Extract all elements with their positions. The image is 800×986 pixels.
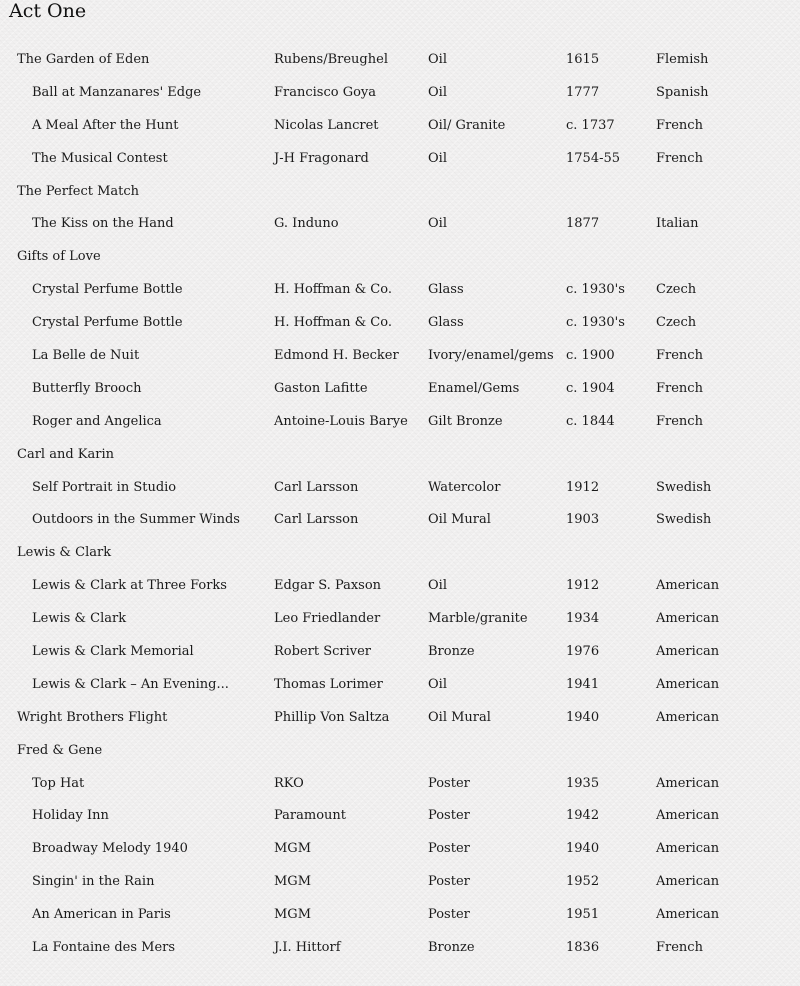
entry-year: c. 1900 <box>566 348 615 364</box>
entry-medium: Gilt Bronze <box>428 413 503 429</box>
catalog-section-row <box>0 241 800 274</box>
entry-title: The Musical Contest <box>32 150 168 166</box>
entry-artist: MGM <box>274 874 312 890</box>
catalog-entry <box>0 274 800 307</box>
entry-title: Lewis & Clark <box>32 611 127 627</box>
catalog-section-row <box>0 537 800 570</box>
entry-origin: Czech <box>656 282 697 298</box>
entry-year: c. 1930's <box>566 282 625 298</box>
entry-origin: American <box>656 874 720 890</box>
entry-year: 1912 <box>566 578 600 594</box>
entry-artist: Carl Larsson <box>274 479 359 495</box>
catalog-entry <box>0 603 800 636</box>
entry-year: 1615 <box>566 52 600 67</box>
entry-title: The Perfect Match <box>17 183 140 199</box>
catalog-entry <box>0 866 800 899</box>
catalog-entry <box>0 373 800 406</box>
entry-artist: Antoine-Louis Barye <box>274 413 408 429</box>
entry-title: Broadway Melody 1940 <box>32 841 188 857</box>
catalog-entry <box>0 833 800 866</box>
entry-artist: MGM <box>274 907 312 923</box>
entry-title: Holiday Inn <box>32 808 109 824</box>
entry-artist: MGM <box>274 841 312 857</box>
entry-year: 1940 <box>566 709 600 725</box>
entry-artist: Leo Friedlander <box>274 611 381 627</box>
catalog-entry <box>0 800 800 833</box>
catalog-entry <box>0 932 800 965</box>
entry-origin: French <box>656 413 703 429</box>
entry-medium: Poster <box>428 841 470 857</box>
entry-year: 1940 <box>566 841 600 857</box>
entry-title: An American in Paris <box>32 907 171 923</box>
entry-origin: Italian <box>656 216 699 232</box>
entry-artist: Nicolas Lancret <box>274 117 379 133</box>
catalog-entry <box>0 504 800 537</box>
entry-year: 1952 <box>566 874 600 890</box>
entry-medium: Glass <box>428 315 464 331</box>
catalog-entry <box>0 110 800 143</box>
entry-origin: French <box>656 380 703 396</box>
entry-artist: G. Induno <box>274 216 339 232</box>
entry-medium: Watercolor <box>428 479 501 495</box>
entry-medium: Poster <box>428 808 470 824</box>
entry-year: c. 1930's <box>566 315 625 331</box>
catalog-section-row <box>0 176 800 209</box>
entry-artist: J.I. Hittorf <box>274 940 341 956</box>
entry-title: Butterfly Brooch <box>32 380 142 396</box>
entry-year: 1976 <box>566 644 600 660</box>
entry-year: 1754-55 <box>566 150 621 166</box>
entry-origin: American <box>656 808 720 824</box>
entry-year: 1836 <box>566 940 600 956</box>
entry-origin: French <box>656 348 703 364</box>
entry-artist: Carl Larsson <box>274 512 359 528</box>
entry-year: c. 1904 <box>566 380 615 396</box>
entry-title: Outdoors in the Summer Winds <box>32 512 240 528</box>
entry-origin: American <box>656 578 720 594</box>
catalog-entry <box>0 570 800 603</box>
entry-origin: American <box>656 775 720 791</box>
entry-medium: Poster <box>428 874 470 890</box>
entry-year: c. 1737 <box>566 117 615 133</box>
entry-year: 1777 <box>566 84 600 100</box>
entry-origin: French <box>656 940 703 956</box>
entry-title: The Kiss on the Hand <box>32 216 174 232</box>
entry-title: Fred & Gene <box>17 742 103 758</box>
entry-year: 1877 <box>566 216 600 232</box>
entry-title: Top Hat <box>32 775 85 791</box>
entry-medium: Oil <box>428 676 447 692</box>
catalog-entry <box>0 307 800 340</box>
entry-title: Wright Brothers Flight <box>17 709 168 725</box>
entry-title: Lewis & Clark – An Evening... <box>32 676 229 692</box>
catalog-section-row <box>0 735 800 768</box>
entry-medium: Poster <box>428 775 470 791</box>
catalog-section-row <box>0 44 800 77</box>
entry-origin: Spanish <box>656 84 709 100</box>
entry-origin: American <box>656 644 720 660</box>
entry-title: La Belle de Nuit <box>32 348 140 364</box>
entry-artist: Edgar S. Paxson <box>274 578 382 594</box>
entry-origin: Swedish <box>656 512 712 528</box>
entry-origin: Swedish <box>656 479 712 495</box>
entry-artist: J-H Fragonard <box>274 150 369 166</box>
artwork-catalog <box>0 44 800 965</box>
catalog-entry <box>0 472 800 505</box>
entry-origin: American <box>656 611 720 627</box>
entry-origin: American <box>656 709 720 725</box>
catalog-entry <box>0 669 800 702</box>
catalog-entry <box>0 768 800 801</box>
entry-medium: Bronze <box>428 940 475 956</box>
entry-origin: French <box>656 117 703 133</box>
entry-origin: Czech <box>656 315 697 331</box>
entry-title: A Meal After the Hunt <box>32 117 179 133</box>
entry-title: Lewis & Clark <box>17 545 112 561</box>
entry-year: 1912 <box>566 479 600 495</box>
catalog-entry <box>0 143 800 176</box>
entry-origin: Flemish <box>656 52 709 67</box>
entry-title: Crystal Perfume Bottle <box>32 282 183 298</box>
entry-title: La Fontaine des Mers <box>32 940 176 956</box>
entry-year: 1903 <box>566 512 600 528</box>
entry-origin: French <box>656 150 703 166</box>
catalog-entry <box>0 636 800 669</box>
entry-origin: American <box>656 907 720 923</box>
entry-medium: Oil/ Granite <box>428 117 506 133</box>
entry-year: 1935 <box>566 775 600 791</box>
entry-title: Roger and Angelica <box>32 413 162 429</box>
entry-medium: Enamel/Gems <box>428 380 520 396</box>
entry-medium: Bronze <box>428 644 475 660</box>
entry-title: The Garden of Eden <box>17 52 150 67</box>
entry-artist: Rubens/Breughel <box>274 52 388 67</box>
page-title: Act One <box>9 0 87 22</box>
entry-medium: Poster <box>428 907 470 923</box>
entry-title: Singin' in the Rain <box>32 874 155 890</box>
entry-year: c. 1844 <box>566 413 615 429</box>
catalog-entry <box>0 340 800 373</box>
entry-year: 1951 <box>566 907 600 923</box>
entry-artist: Robert Scriver <box>274 644 372 660</box>
entry-artist: Thomas Lorimer <box>274 676 383 692</box>
entry-artist: Paramount <box>274 808 347 824</box>
entry-medium: Oil <box>428 578 447 594</box>
entry-artist: Francisco Goya <box>274 84 377 100</box>
entry-year: 1941 <box>566 676 600 692</box>
catalog-entry <box>0 77 800 110</box>
entry-artist: Gaston Lafitte <box>274 380 368 396</box>
catalog-entry <box>0 406 800 439</box>
entry-title: Crystal Perfume Bottle <box>32 315 183 331</box>
entry-medium: Oil Mural <box>428 512 491 528</box>
entry-artist: Phillip Von Saltza <box>274 709 390 725</box>
catalog-section-row <box>0 439 800 472</box>
entry-title: Lewis & Clark Memorial <box>32 644 194 660</box>
entry-origin: American <box>656 676 720 692</box>
entry-medium: Marble/granite <box>428 611 528 627</box>
entry-medium: Oil <box>428 84 447 100</box>
entry-medium: Glass <box>428 282 464 298</box>
entry-origin: American <box>656 841 720 857</box>
entry-artist: H. Hoffman & Co. <box>274 282 392 298</box>
entry-artist: Edmond H. Becker <box>274 348 399 364</box>
entry-title: Lewis & Clark at Three Forks <box>32 578 227 594</box>
entry-artist: RKO <box>274 775 304 791</box>
entry-medium: Oil <box>428 216 447 232</box>
entry-artist: H. Hoffman & Co. <box>274 315 392 331</box>
entry-year: 1934 <box>566 611 600 627</box>
catalog-entry <box>0 899 800 932</box>
entry-medium: Oil <box>428 52 447 67</box>
entry-medium: Oil <box>428 150 447 166</box>
entry-title: Ball at Manzanares' Edge <box>32 84 202 100</box>
entry-title: Carl and Karin <box>17 446 114 462</box>
entry-medium: Oil Mural <box>428 709 491 725</box>
catalog-entry <box>0 208 800 241</box>
entry-medium: Ivory/enamel/gems <box>428 348 554 364</box>
entry-title: Gifts of Love <box>17 249 101 265</box>
entry-title: Self Portrait in Studio <box>32 479 177 495</box>
catalog-section-row <box>0 702 800 735</box>
entry-year: 1942 <box>566 808 600 824</box>
